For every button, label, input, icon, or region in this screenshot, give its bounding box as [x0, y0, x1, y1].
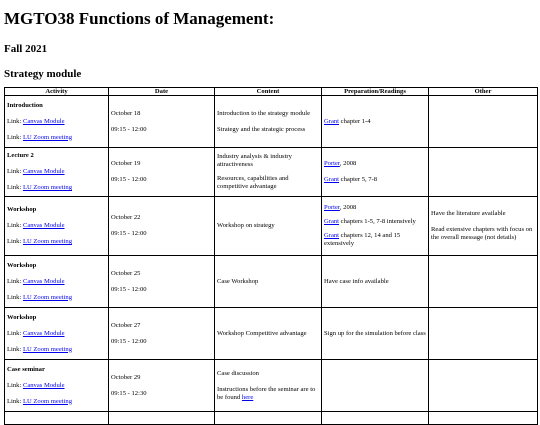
canvas-link-line [7, 168, 106, 176]
table-row [5, 197, 538, 256]
zoom-meeting-link[interactable]: LU Zoom meeting [22, 133, 73, 141]
page-content [4, 0, 538, 425]
other-cell [429, 412, 538, 425]
canvas-module-link[interactable]: Canvas Module [22, 381, 65, 389]
date-cell [109, 360, 215, 412]
instructions-text: Instructions before the seminar are to be found [217, 385, 316, 401]
link-prefix: Link: [7, 277, 23, 285]
zoom-link-line [7, 238, 106, 246]
grant-link[interactable]: Grant [324, 117, 340, 125]
prep-line [324, 160, 426, 168]
grant-link[interactable]: Grant [324, 232, 340, 239]
date-cell [109, 197, 215, 256]
content-text: Workshop Competitive advantage [217, 329, 307, 337]
content-text: Industry analysis & industry attractiveness [217, 153, 292, 168]
content-cell [215, 308, 322, 360]
zoom-meeting-link[interactable]: LU Zoom meeting [22, 397, 73, 405]
time-text: 09:15 - 12:00 [111, 285, 147, 293]
prep-line [324, 204, 426, 212]
link-prefix: Link: [7, 397, 23, 405]
table-header-row [5, 88, 538, 96]
activity-cell [5, 360, 109, 412]
activity-cell [5, 148, 109, 197]
prep-text: Sign up for the simulation before class [324, 329, 426, 337]
content-cell [215, 256, 322, 308]
content-text: Case Workshop [217, 277, 259, 285]
module-heading: Strategy module [4, 68, 82, 80]
canvas-link-line [7, 382, 106, 390]
prep-cell [322, 308, 429, 360]
date-cell [109, 308, 215, 360]
activity-title: Workshop [7, 261, 37, 269]
zoom-link-line [7, 184, 106, 192]
prep-cell [322, 412, 429, 425]
zoom-meeting-link[interactable]: LU Zoom meeting [22, 345, 73, 353]
page-title: MGTO38 Functions of Management: [4, 9, 275, 28]
link-prefix: Link: [7, 329, 23, 337]
activity-title: Lecture 2 [7, 152, 34, 159]
other-text: Read extensive chapters with focus on the overall message (not details) [431, 226, 533, 241]
schedule-table [4, 87, 538, 425]
link-prefix: Link: [7, 293, 23, 301]
prep-text: chapters 1-5, 7-8 intensively [339, 218, 416, 225]
date-text: October 18 [111, 109, 141, 117]
canvas-link-line [7, 222, 106, 230]
prep-cell [322, 96, 429, 148]
prep-line [324, 218, 426, 226]
prep-line [324, 232, 426, 248]
link-prefix: Link: [7, 133, 23, 141]
link-prefix: Link: [7, 117, 23, 125]
zoom-link-line [7, 346, 106, 354]
table-row [5, 148, 538, 197]
date-cell [109, 256, 215, 308]
content-text [217, 386, 319, 402]
date-cell [109, 412, 215, 425]
date-text: October 27 [111, 321, 141, 329]
content-cell [215, 148, 322, 197]
table-row [5, 308, 538, 360]
instructions-here-link[interactable]: here [241, 393, 254, 401]
date-text: October 29 [111, 373, 141, 381]
prep-text: , 2008 [339, 204, 357, 211]
grant-link[interactable]: Grant [324, 176, 340, 183]
porter-link[interactable]: Porter [324, 160, 340, 167]
activity-title: Workshop [7, 206, 37, 213]
date-text: October 22 [111, 214, 141, 221]
other-cell [429, 308, 538, 360]
canvas-link-line [7, 118, 106, 126]
time-text: 09:15 - 12:00 [111, 176, 147, 183]
zoom-link-line [7, 294, 106, 302]
prep-line [324, 176, 426, 184]
link-prefix: Link: [7, 222, 23, 229]
canvas-link-line [7, 278, 106, 286]
zoom-link-line [7, 134, 106, 142]
porter-link[interactable]: Porter [324, 204, 340, 211]
term-heading: Fall 2021 [4, 43, 48, 55]
table-row [5, 360, 538, 412]
link-prefix: Link: [7, 184, 23, 191]
other-text: Have the literature available [431, 210, 506, 217]
grant-link[interactable]: Grant [324, 218, 340, 225]
other-cell [429, 360, 538, 412]
other-cell [429, 197, 538, 256]
activity-cell [5, 96, 109, 148]
activity-title: Workshop [7, 313, 37, 321]
prep-text: chapter 1-4 [339, 117, 371, 125]
activity-cell [5, 308, 109, 360]
time-text: 09:15 - 12:00 [111, 337, 147, 345]
activity-title: Introduction [7, 101, 43, 109]
content-cell [215, 197, 322, 256]
prep-cell [322, 148, 429, 197]
date-cell [109, 96, 215, 148]
content-cell [215, 412, 322, 425]
zoom-meeting-link[interactable]: LU Zoom meeting [22, 293, 73, 301]
table-row [5, 96, 538, 148]
prep-text: , 2008 [339, 160, 357, 167]
canvas-module-link[interactable]: Canvas Module [22, 168, 65, 175]
date-cell [109, 148, 215, 197]
link-prefix: Link: [7, 381, 23, 389]
zoom-link-line [7, 398, 106, 406]
activity-title: Case seminar [7, 365, 45, 373]
content-cell [215, 96, 322, 148]
other-cell [429, 256, 538, 308]
header-preparation: Preparation/Readings [322, 88, 429, 96]
link-prefix: Link: [7, 168, 23, 175]
time-text: 09:15 - 12:30 [111, 389, 147, 397]
canvas-module-link[interactable]: Canvas Module [22, 329, 65, 337]
header-content: Content [215, 88, 322, 96]
content-text: Resources, capabilities and competitive advantage [217, 175, 289, 190]
zoom-meeting-link[interactable]: LU Zoom meeting [22, 184, 73, 191]
prep-line [324, 118, 426, 126]
time-text: 09:15 - 12:00 [111, 230, 147, 237]
date-text: October 19 [111, 160, 141, 167]
content-text: Introduction to the strategy module [217, 109, 311, 117]
content-text: Workshop on strategy [217, 222, 275, 229]
prep-text: chapter 5, 7-8 [339, 176, 378, 183]
table-row [5, 256, 538, 308]
other-cell [429, 148, 538, 197]
link-prefix: Link: [7, 238, 23, 245]
content-text: Case discussion [217, 369, 259, 377]
header-date: Date [109, 88, 215, 96]
content-text: Strategy and the strategic process [217, 125, 306, 133]
prep-cell [322, 256, 429, 308]
content-cell [215, 360, 322, 412]
prep-cell [322, 197, 429, 256]
canvas-module-link[interactable]: Canvas Module [22, 277, 65, 285]
activity-cell [5, 197, 109, 256]
other-cell [429, 96, 538, 148]
prep-text: chapters 12, 14 and 15 extensively [324, 232, 401, 247]
canvas-module-link[interactable]: Canvas Module [22, 117, 65, 125]
canvas-module-link[interactable]: Canvas Module [22, 222, 65, 229]
time-text: 09:15 - 12:00 [111, 125, 147, 133]
table-row [5, 412, 538, 425]
activity-cell [5, 412, 109, 425]
prep-text: Have case info available [324, 277, 389, 285]
zoom-meeting-link[interactable]: LU Zoom meeting [22, 238, 73, 245]
header-other: Other [429, 88, 538, 96]
activity-cell [5, 256, 109, 308]
link-prefix: Link: [7, 345, 23, 353]
header-activity: Activity [5, 88, 109, 96]
prep-cell [322, 360, 429, 412]
date-text: October 25 [111, 269, 141, 277]
canvas-link-line [7, 330, 106, 338]
